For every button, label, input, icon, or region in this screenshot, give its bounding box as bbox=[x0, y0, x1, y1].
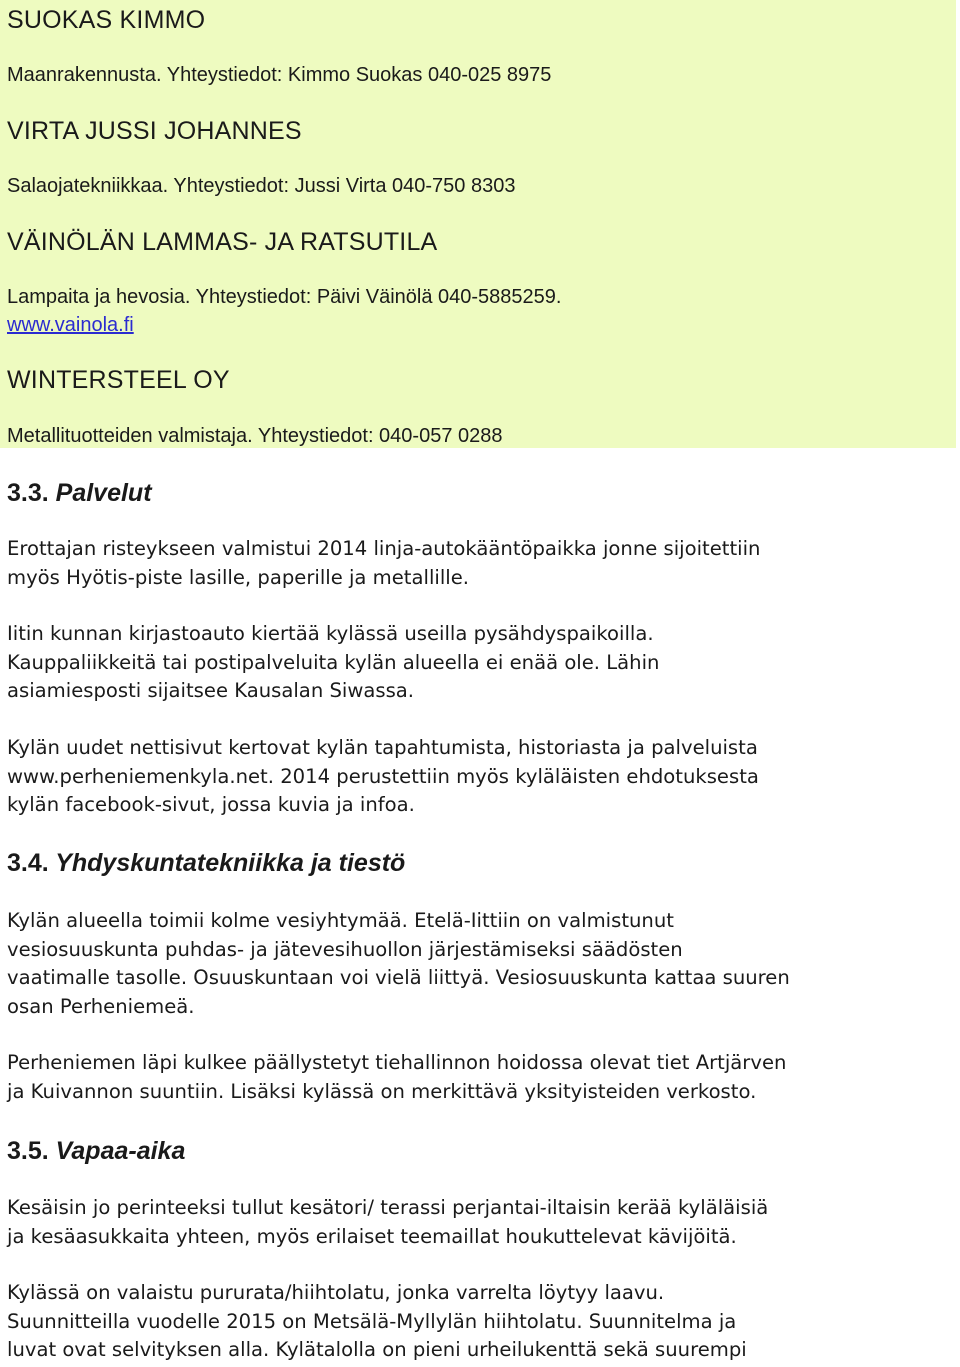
paragraph-line: Kylässä on valaistu pururata/hiihtolatu, jonka varrelta löytyy laavu. bbox=[7, 1281, 665, 1304]
paragraph-palvelut-2 bbox=[7, 620, 952, 706]
section-heading-vapaa-aika bbox=[7, 1137, 185, 1166]
paragraph-line: Kylän uudet nettisivut kertovat kylän tapahtumista, historiasta ja palveluista bbox=[7, 736, 758, 759]
section-title: Yhdyskuntatekniikka ja tiestö bbox=[55, 849, 406, 877]
paragraph-yhdyskuntatekniikka-2 bbox=[7, 1049, 952, 1106]
paragraph-yhdyskuntatekniikka-1 bbox=[7, 907, 952, 1022]
business-name-virta: VIRTA JUSSI JOHANNES bbox=[7, 117, 302, 145]
paragraph-line: Kauppaliikkeitä tai postipalveluita kylän alueella ei enää ole. Lähin bbox=[7, 650, 660, 674]
business-desc-vainola: Lampaita ja hevosia. Yhteystiedot: Päivi Väinölä 040-5885259. bbox=[7, 286, 562, 308]
vainola-website-link[interactable]: www.vainola.fi bbox=[7, 314, 134, 336]
paragraph-line: Iitin kunnan kirjastoauto kiertää kylässä useilla pysähdyspaikoilla. bbox=[7, 622, 654, 645]
paragraph-line: www.perheniemenkyla.net. 2014 perustettiin myös kyläläisten ehdotuksesta bbox=[7, 764, 759, 788]
business-name-vainola: VÄINÖLÄN LAMMAS- JA RATSUTILA bbox=[7, 228, 438, 256]
section-number: 3.5. bbox=[7, 1137, 49, 1165]
paragraph-line: kylän facebook-sivut, jossa kuvia ja infoa. bbox=[7, 793, 415, 817]
paragraph-line: Suunnitteilla vuodelle 2015 on Metsälä-Myllylän hiihtolatu. Suunnitelma ja bbox=[7, 1309, 737, 1333]
paragraph-line: osan Perheniemeä. bbox=[7, 995, 195, 1019]
paragraph-line: Kylän alueella toimii kolme vesiyhtymää. Etelä-Iittiin on valmistunut bbox=[7, 909, 674, 932]
section-title: Palvelut bbox=[55, 479, 152, 507]
paragraph-line: Perheniemen läpi kulkee päällystetyt tiehallinnon hoidossa olevat tiet Artjärven bbox=[7, 1051, 787, 1074]
section-title: Vapaa-aika bbox=[55, 1137, 186, 1165]
paragraph-line: myös Hyötis-piste lasille, paperille ja metallille. bbox=[7, 565, 470, 589]
paragraph-vapaa-aika-1 bbox=[7, 1194, 952, 1251]
paragraph-line: vesiosuuskunta puhdas- ja jätevesihuollon järjestämiseksi säädösten bbox=[7, 937, 683, 961]
paragraph-line: Kesäisin jo perinteeksi tullut kesätori/ terassi perjantai-iltaisin kerää kyläläisiä bbox=[7, 1196, 769, 1219]
section-number: 3.3. bbox=[7, 479, 49, 507]
paragraph-line: luvat ovat selvityksen alla. Kylätalolla on pieni urheilukenttä sekä suurempi bbox=[7, 1338, 747, 1362]
business-name-suokas: SUOKAS KIMMO bbox=[7, 6, 206, 34]
business-desc-wintersteel: Metallituotteiden valmistaja. Yhteystiedot: 040-057 0288 bbox=[7, 425, 503, 447]
business-name-wintersteel: WINTERSTEEL OY bbox=[7, 366, 230, 394]
business-desc-virta: Salaojatekniikkaa. Yhteystiedot: Jussi Virta 040-750 8303 bbox=[7, 175, 516, 197]
paragraph-line: ja Kuivannon suuntiin. Lisäksi kylässä on merkittävä yksityisteiden verkosto. bbox=[7, 1079, 757, 1103]
paragraph-line: Erottajan risteykseen valmistui 2014 linja-autokääntöpaikka jonne sijoitettiin bbox=[7, 537, 761, 560]
paragraph-palvelut-1 bbox=[7, 535, 952, 592]
paragraph-vapaa-aika-2 bbox=[7, 1279, 952, 1365]
paragraph-line: asiamiesposti sijaitsee Kausalan Siwassa. bbox=[7, 679, 415, 703]
section-heading-yhdyskuntatekniikka bbox=[7, 849, 405, 878]
paragraph-line: vaatimalle tasolle. Osuuskuntaan voi vielä liittyä. Vesiosuuskunta kattaa suuren bbox=[7, 966, 790, 990]
business-desc-suokas: Maanrakennusta. Yhteystiedot: Kimmo Suokas 040-025 8975 bbox=[7, 64, 552, 86]
section-number: 3.4. bbox=[7, 849, 49, 877]
paragraph-palvelut-3 bbox=[7, 734, 952, 820]
paragraph-line: ja kesäasukkaita yhteen, myös erilaiset teemaillat houkuttelevat kävijöitä. bbox=[7, 1224, 737, 1248]
section-heading-palvelut bbox=[7, 479, 152, 508]
